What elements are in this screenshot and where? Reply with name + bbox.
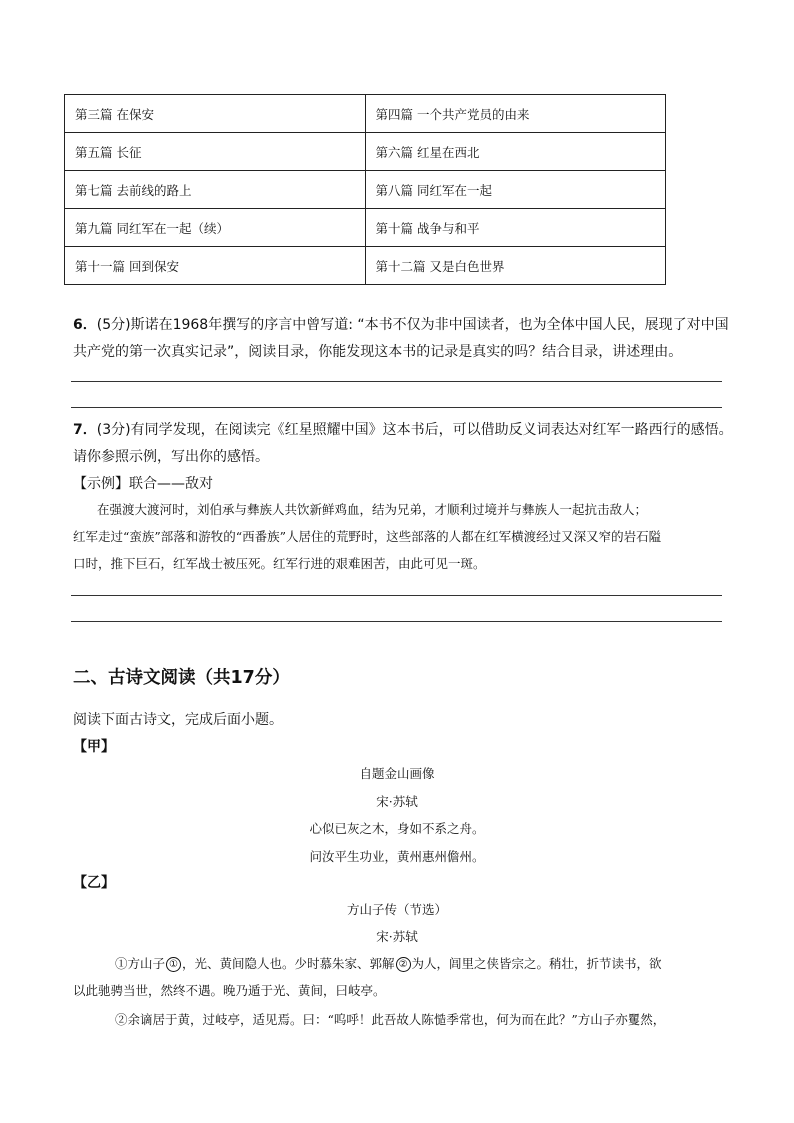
prose-title: 方山子传（节选） bbox=[346, 902, 447, 917]
toc-cell: 第六篇 红星在西北 bbox=[365, 133, 666, 171]
toc-cell: 第四篇 一个共产党员的由来 bbox=[365, 95, 666, 133]
label-jia: 【甲】 bbox=[73, 739, 115, 755]
footnote-marker-2: ② bbox=[396, 957, 411, 972]
question-7-line-2: 请你参照示例，写出你的感悟。 bbox=[73, 449, 269, 465]
toc-row bbox=[65, 247, 666, 285]
footnote-marker-1: ① bbox=[166, 957, 181, 972]
poem-author: 宋·苏轼 bbox=[376, 794, 418, 809]
example-text-line-3: 口时，推下巨石，红军战士被压死。红军行进的艰难困苦，由此可见一斑。 bbox=[73, 556, 486, 571]
toc-row bbox=[65, 95, 666, 133]
question-6-number: 6． bbox=[73, 317, 97, 333]
answer-line[interactable] bbox=[71, 621, 722, 622]
toc-cell: 第九篇 同红军在一起（续） bbox=[65, 209, 366, 247]
answer-line[interactable] bbox=[71, 595, 722, 596]
toc-row bbox=[65, 171, 666, 209]
poem-title: 自题金山画像 bbox=[359, 766, 435, 781]
question-6-line-1: 6．(5分)斯诺在1968年撰写的序言中曾写道: “本书不仅为非中国读者，也为全体中国人民，展现了对中国 bbox=[73, 317, 729, 333]
answer-line[interactable] bbox=[71, 381, 722, 382]
paragraph-marker: ① bbox=[115, 956, 128, 971]
toc-cell: 第七篇 去前线的路上 bbox=[65, 171, 366, 209]
example-text-line-1: 在强渡大渡河时，刘伯承与彝族人共饮新鲜鸡血，结为兄弟，才顺利过境并与彝族人一起抗击敌人； bbox=[97, 502, 648, 517]
prose-paragraph-2-line-1: ②余谪居于黄，过岐亭，适见焉。曰：“呜呼！此吾故人陈慥季常也，何为而在此？”方山子亦矍然， bbox=[115, 1012, 666, 1027]
answer-line[interactable] bbox=[71, 407, 722, 408]
toc-cell: 第八篇 同红军在一起 bbox=[365, 171, 666, 209]
toc-row bbox=[65, 209, 666, 247]
question-7-number: 7． bbox=[73, 422, 97, 438]
prose-paragraph-1-line-2: 以此驰骋当世，然终不遇。晚乃遁于光、黄间，曰岐亭。 bbox=[73, 983, 386, 998]
toc-cell: 第十一篇 回到保安 bbox=[65, 247, 366, 285]
section-intro: 阅读下面古诗文，完成后面小题。 bbox=[73, 712, 283, 728]
prose-paragraph-1-line-1: ①方山子 ① ，光、黄间隐人也。少时慕朱家、郭解 ② 为人，闾里之侠皆宗之。稍壮，折节读书，欲 bbox=[115, 956, 662, 971]
label-yi: 【乙】 bbox=[73, 875, 115, 891]
example-label: 【示例】联合——敌对 bbox=[73, 476, 213, 492]
example-text-line-2: 红军走过“蛮族”部落和游牧的“西番族”人居住的荒野时，这些部落的人都在红军横渡经过又深又窄的岩石隘 bbox=[73, 529, 662, 544]
toc-row bbox=[65, 133, 666, 171]
section-heading: 二、古诗文阅读（共17分） bbox=[73, 668, 290, 688]
question-6-line-2: 共产党的第一次真实记录”，阅读目录，你能发现这本书的记录是真实的吗？结合目录，讲述理由。 bbox=[73, 344, 683, 360]
prose-author: 宋·苏轼 bbox=[376, 929, 418, 944]
question-7-line-1: 7．(3分)有同学发现，在阅读完《红星照耀中国》这本书后，可以借助反义词表达对红军一路西行的感悟。 bbox=[73, 422, 733, 438]
toc-cell: 第十二篇 又是白色世界 bbox=[365, 247, 666, 285]
poem-line-2: 问汝平生功业，黄州惠州儋州。 bbox=[309, 849, 485, 864]
toc-cell: 第五篇 长征 bbox=[65, 133, 366, 171]
poem-line-1: 心似已灰之木，身如不系之舟。 bbox=[309, 821, 485, 836]
toc-cell: 第十篇 战争与和平 bbox=[365, 209, 666, 247]
toc-cell: 第三篇 在保安 bbox=[65, 95, 366, 133]
table-of-contents bbox=[64, 94, 666, 285]
